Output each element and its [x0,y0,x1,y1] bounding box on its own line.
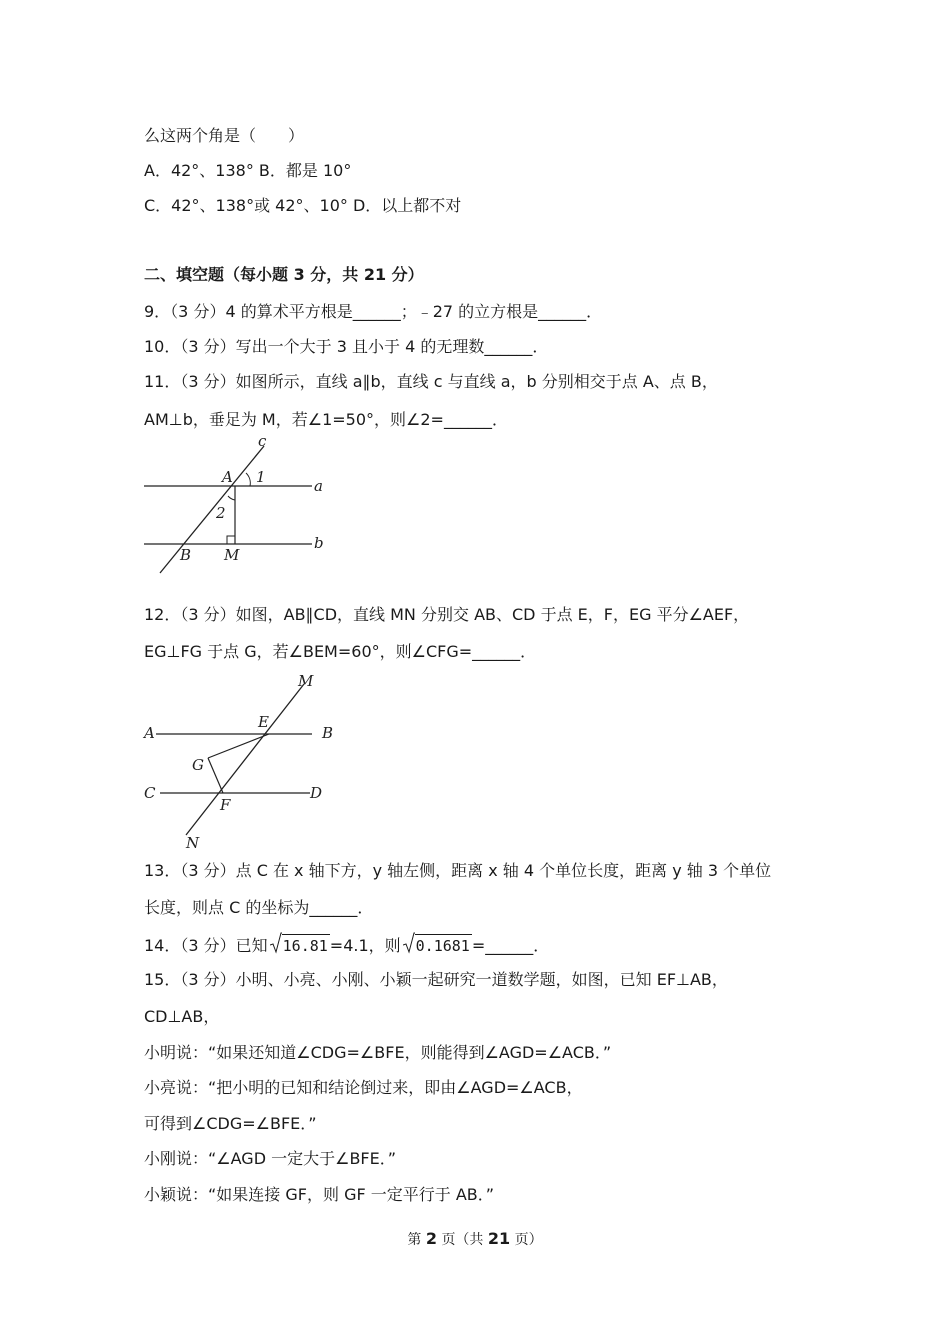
label-angle-1: 1 [256,468,266,486]
question-14-middle: =4.1，则 [329,936,401,955]
label-angle-2: 2 [216,504,226,522]
options-a-b: A．42°、138° B．都是 10° [144,161,352,180]
figure-question-11 [140,436,340,578]
label-M: M [224,546,240,564]
sqrt-0-1681 [403,934,472,956]
label-c: c [258,436,267,450]
question-11-line-1: 11．（3 分）如图所示，直线 a∥b，直线 c 与直线 a，b 分别相交于点 A、点 B， [144,372,718,391]
question-15-xiaoliang-1: 小亮说：“把小明的已知和结论倒过来，即由∠AGD=∠ACB， [144,1078,583,1097]
question-15-line-1: 15．（3 分）小明、小亮、小刚、小颖一起研究一道数学题，如图，已知 EF⊥AB， [144,970,728,989]
question-10: 10．（3 分）写出一个大于 3 且小于 4 的无理数______． [144,337,549,356]
question-15-xiaoying: 小颖说：“如果连接 GF，则 GF 一定平行于 AB．” [144,1185,495,1204]
question-14-prefix: 14．（3 分）已知 [144,936,268,955]
option-line-continuation: 么这两个角是（ ） [144,126,305,145]
page-footer [0,1229,950,1250]
question-9: 9．（3 分）4 的算术平方根是______；﹣27 的立方根是______． [144,302,603,321]
radicand-2: 0.1681 [415,934,472,956]
label-G: G [192,756,204,774]
radicand-1: 16.81 [282,934,330,956]
sqrt-16-81 [270,934,330,956]
question-15-line-2: CD⊥AB， [144,1007,220,1026]
label-A: A [222,468,233,486]
options-c-d: C．42°、138°或 42°、10° D．以上都不对 [144,196,462,215]
radical-sign-icon [270,932,282,954]
section-heading-fill-in: 二、填空题（每小题 3 分，共 21 分） [144,265,424,284]
figure-question-12 [140,670,350,852]
label-M: M [298,672,314,690]
label-b: b [314,534,324,552]
label-A: A [144,724,155,742]
label-a: a [314,477,323,495]
footer-total-pages: 21 [487,1229,511,1248]
question-13-line-1: 13．（3 分）点 C 在 x 轴下方，y 轴左侧，距离 x 轴 4 个单位长度，距离 y 轴 3 个单位 [144,861,772,880]
question-15-xiaoming: 小明说：“如果还知道∠CDG=∠BFE，则能得到∠AGD=∠ACB．” [144,1043,612,1062]
question-14-suffix: =______． [471,936,550,955]
label-D: D [310,784,323,802]
label-C: C [144,784,156,802]
question-15-xiaoliang-2: 可得到∠CDG=∠BFE．” [144,1114,317,1133]
label-N: N [186,834,200,852]
footer-middle: 页（共 [441,1232,484,1248]
label-E: E [258,713,269,731]
footer-page-number: 2 [425,1229,437,1248]
question-15-xiaogang: 小刚说：“∠AGD 一定大于∠BFE．” [144,1149,397,1168]
question-11-line-2: AM⊥b，垂足为 M，若∠1=50°，则∠2=______． [144,410,508,429]
label-B: B [322,724,334,742]
label-B: B [180,546,192,564]
footer-suffix: 页） [514,1232,543,1248]
question-13-line-2: 长度，则点 C 的坐标为______． [144,898,374,917]
label-F: F [220,796,231,814]
question-12-line-2: EG⊥FG 于点 G，若∠BEM=60°，则∠CFG=______． [144,642,537,661]
radical-sign-icon [403,932,415,954]
question-12-line-1: 12．（3 分）如图，AB∥CD，直线 MN 分别交 AB、CD 于点 E，F，EG 平分∠AEF， [144,605,750,624]
question-14 [144,934,549,956]
footer-prefix: 第 [407,1232,422,1248]
